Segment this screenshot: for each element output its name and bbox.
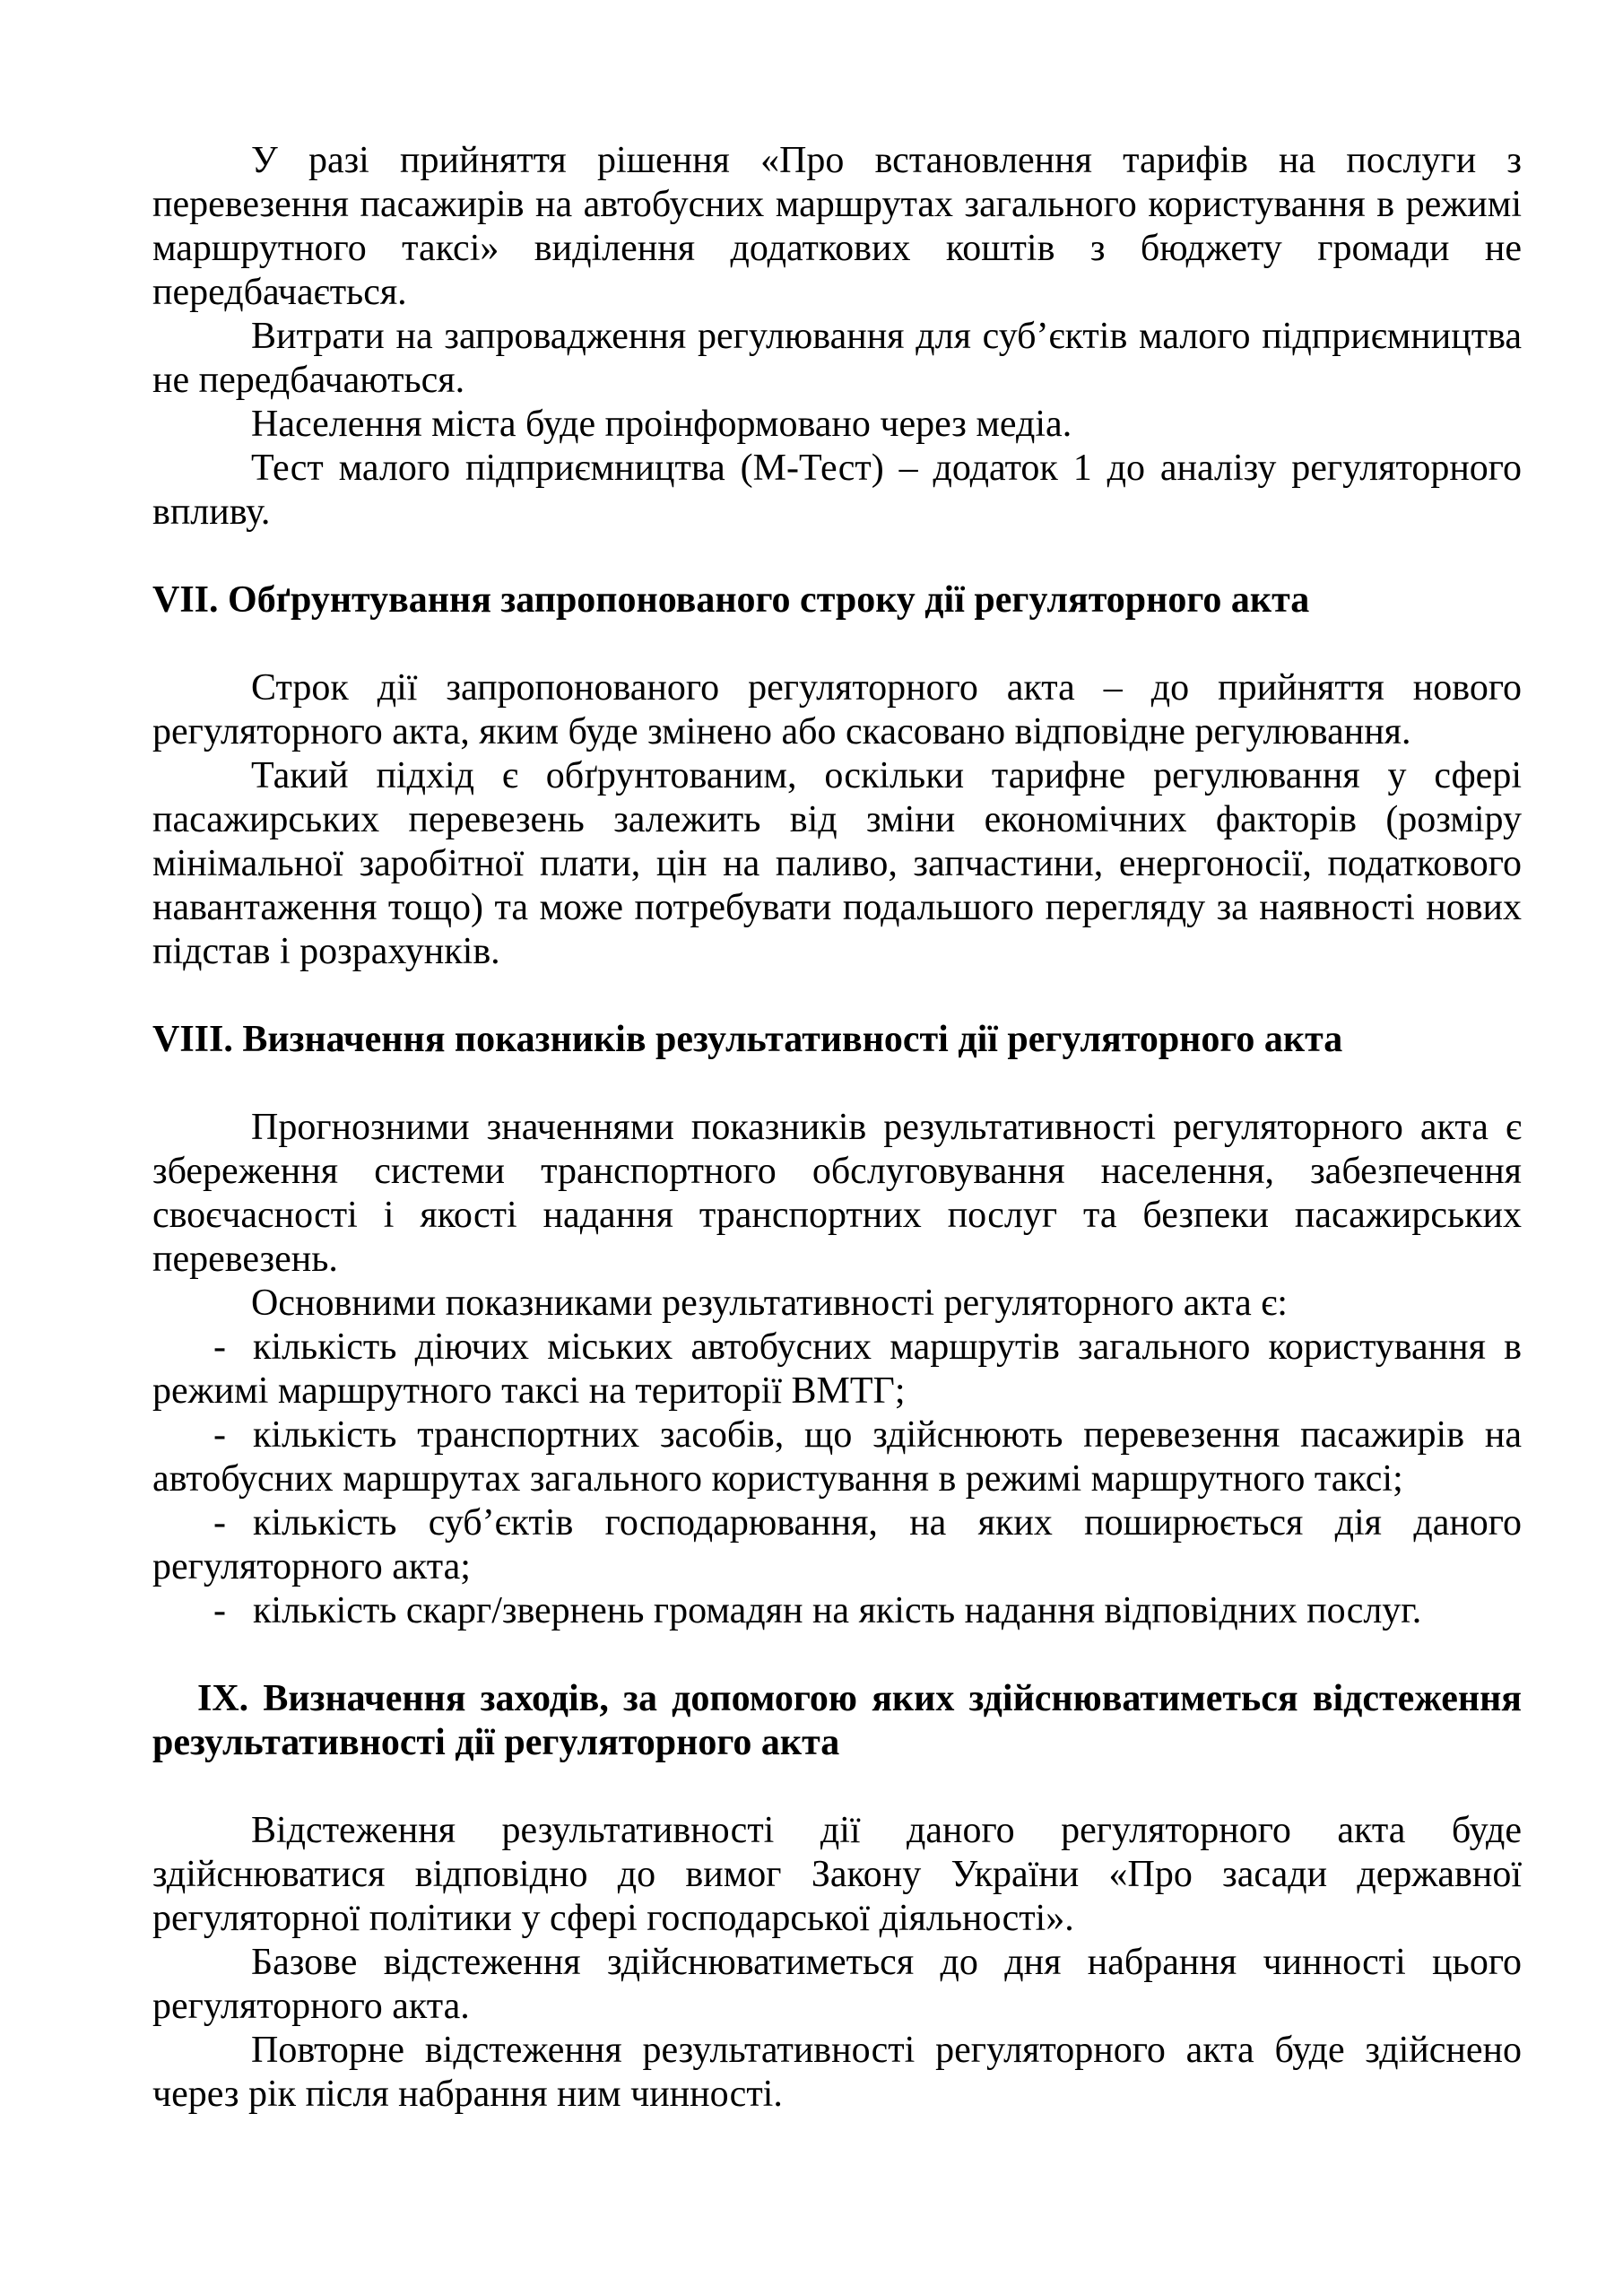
paragraph-media-information: Населення міста буде проінформовано через медіа.: [251, 404, 1072, 445]
paragraph-main-indicators-intro: Основними показниками результативності регуляторного акта є:: [251, 1283, 1288, 1324]
paragraph-small-business-costs: Витрати на запровадження регулювання для суб’єктів малого підприємництва не передбачаються.: [152, 316, 1522, 401]
section-heading-viii: VIII. Визначення показників результативності дії регуляторного акта: [152, 1019, 1343, 1060]
list-item-text: кількість суб’єктів господарювання, на яких поширюється дія даного регуляторного акта;: [152, 1502, 1522, 1587]
paragraph-act-duration: Строк дії запропонованого регуляторного акта – до прийняття нового регуляторного акта, яким буде змінено або скасовано відповідне регулювання.: [152, 667, 1522, 752]
list-item-routes: [152, 1326, 1522, 1413]
dash-bullet: -: [213, 1590, 226, 1631]
paragraph-repeat-tracking: Повторне відстеження результативності регуляторного акта буде здійснено через рік після набрання ним чинності.: [152, 2030, 1522, 2115]
list-item-text: кількість транспортних засобів, що здійснюють перевезення пасажирів на автобусних маршрутах загального користування в режимі маршрутного таксі;: [152, 1414, 1522, 1500]
paragraph-basic-tracking: Базове відстеження здійснюватиметься до дня набрання чинності цього регуляторного акта.: [152, 1942, 1522, 2027]
list-item-text: кількість діючих міських автобусних маршрутів загального користування в режимі маршрутного таксі на території ВМТГ;: [152, 1326, 1522, 1412]
dash-bullet: -: [213, 1326, 226, 1368]
section-heading-ix: IX. Визначення заходів, за допомогою яких здійснюватиметься відстеження результативності дії регуляторного акта: [152, 1678, 1522, 1763]
list-item-vehicles: [152, 1413, 1522, 1501]
paragraph-tracking-law: Відстеження результативності дії даного регуляторного акта буде здійснюватися відповідно до вимог Закону України «Про засади державної регуляторної політики у сфері господарської діяльності».: [152, 1810, 1522, 1939]
paragraph-forecast-values: Прогнозними значеннями показників результативності регуляторного акта є збереження системи транспортного обслуговування населення, забезпечення своєчасності і якості надання транспортних послуг та безпеки пасажирських перевезень.: [152, 1107, 1522, 1280]
dash-bullet: -: [213, 1414, 226, 1456]
dash-bullet: -: [213, 1502, 226, 1544]
list-item-business-entities: [152, 1501, 1522, 1589]
list-item-complaints: [152, 1589, 1522, 1633]
paragraph-m-test: Тест малого підприємництва (М-Тест) – додаток 1 до аналізу регуляторного впливу.: [152, 448, 1522, 533]
list-item-text: кількість скарг/звернень громадян на якість надання відповідних послуг.: [253, 1590, 1422, 1631]
paragraph-funding: У разі прийняття рішення «Про встановлення тарифів на послуги з перевезення пасажирів на автобусних маршрутах загального користування в режимі маршрутного таксі» виділення додаткових коштів з бюджету громади не передбачається.: [152, 140, 1522, 313]
section-heading-vii: VII. Обґрунтування запропонованого строку дії регуляторного акта: [152, 579, 1310, 621]
paragraph-tariff-factors: Такий підхід є обґрунтованим, оскільки тарифне регулювання у сфері пасажирських перевезень залежить від зміни економічних факторів (розміру мінімальної заробітної плати, цін на паливо, запчастини, енергоносії, податкового навантаження тощо) та може потребувати подальшого перегляду за наявності нових підстав і розрахунків.: [152, 755, 1522, 972]
